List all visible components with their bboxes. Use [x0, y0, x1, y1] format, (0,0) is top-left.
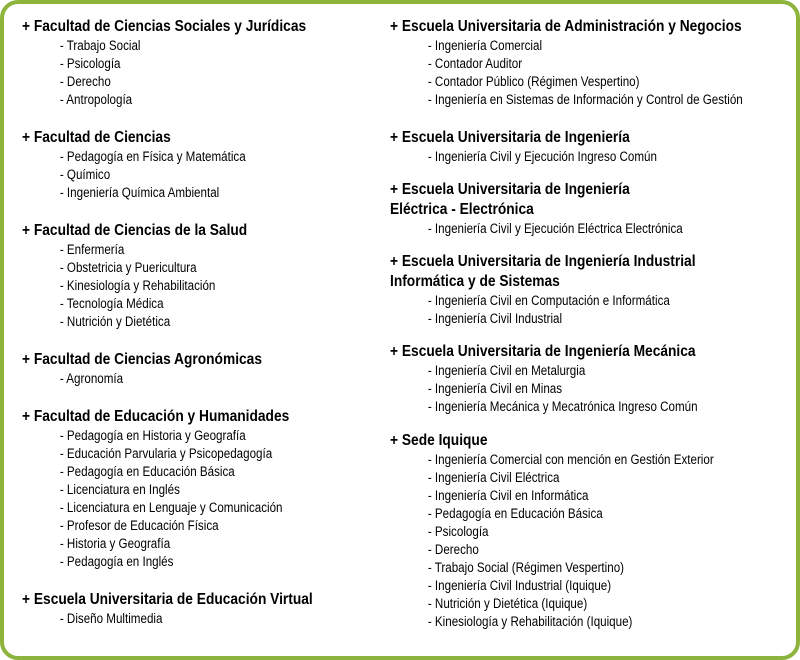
program-group: [22, 128, 366, 202]
program-item: - Ingeniería Civil y Ejecución Eléctrica Electrónica: [427, 221, 683, 236]
program-item: - Ingeniería Civil Industrial: [427, 311, 563, 326]
program-item: - Enfermería: [59, 242, 125, 257]
program-item: - Ingeniería Mecánica y Mecatrónica Ingreso Común: [427, 399, 698, 414]
program-item: - Ingeniería Civil y Ejecución Ingreso Común: [427, 149, 657, 164]
program-item: - Obstetricia y Puericultura: [59, 260, 197, 275]
group-title: + Facultad de Educación y Humanidades: [22, 408, 290, 425]
program-item: - Ingeniería Comercial con mención en Gestión Exterior: [427, 452, 714, 467]
program-list: [390, 37, 800, 109]
program-item: - Antropología: [59, 92, 133, 107]
program-list: [390, 148, 800, 166]
program-group: [22, 17, 366, 109]
program-group: [390, 431, 800, 631]
program-item: - Licenciatura en Lenguaje y Comunicación: [59, 500, 283, 515]
right-column: [390, 17, 800, 631]
group-title-line: Eléctrica - Electrónica: [390, 201, 534, 218]
group-title: + Escuela Universitaria de Ingeniería Mecánica: [390, 343, 696, 360]
program-list: [390, 362, 800, 416]
group-title: [390, 252, 800, 292]
program-group: [22, 407, 366, 571]
program-item: - Trabajo Social: [59, 38, 141, 53]
program-group: [390, 128, 800, 166]
group-title: + Escuela Universitaria de Educación Virtual: [22, 591, 313, 608]
group-title: + Facultad de Ciencias Agronómicas: [22, 351, 262, 368]
program-list: [390, 451, 800, 631]
program-group: [390, 180, 800, 238]
program-list: [390, 220, 800, 238]
program-item: - Diseño Multimedia: [59, 611, 163, 626]
program-item: - Psicología: [59, 56, 121, 71]
program-group: [22, 590, 366, 628]
group-title: + Facultad de Ciencias: [22, 129, 171, 146]
program-group: [390, 252, 800, 328]
program-item: - Ingeniería Química Ambiental: [59, 185, 220, 200]
program-item: - Pedagogía en Educación Básica: [59, 464, 235, 479]
program-item: - Profesor de Educación Física: [59, 518, 219, 533]
program-item: - Pedagogía en Inglés: [59, 554, 174, 569]
program-item: - Contador Público (Régimen Vespertino): [427, 74, 640, 89]
program-item: - Kinesiología y Rehabilitación (Iquique): [427, 614, 633, 629]
program-item: - Ingeniería Comercial: [427, 38, 543, 53]
group-title-line: + Escuela Universitaria de Ingeniería Industrial: [390, 253, 696, 270]
program-list: [390, 292, 800, 328]
program-item: - Ingeniería Civil en Informática: [427, 488, 589, 503]
program-item: - Derecho: [427, 542, 479, 557]
program-item: - Contador Auditor: [427, 56, 523, 71]
program-item: - Pedagogía en Física y Matemática: [59, 149, 246, 164]
program-item: - Psicología: [427, 524, 489, 539]
group-title: + Sede Iquique: [390, 432, 488, 449]
program-list: [22, 610, 366, 628]
group-title: [390, 180, 800, 220]
program-list: [22, 427, 366, 571]
program-item: - Trabajo Social (Régimen Vespertino): [427, 560, 625, 575]
program-item: - Derecho: [59, 74, 111, 89]
program-item: - Ingeniería Civil en Metalurgia: [427, 363, 586, 378]
group-title: + Escuela Universitaria de Ingeniería: [390, 129, 630, 146]
program-group: [22, 221, 366, 331]
program-item: - Ingeniería en Sistemas de Información y Control de Gestión: [427, 92, 743, 107]
left-column: [22, 17, 366, 628]
program-group: [390, 17, 800, 109]
program-item: - Químico: [59, 167, 111, 182]
program-list: [22, 241, 366, 331]
program-item: - Nutrición y Dietética: [59, 314, 171, 329]
program-item: - Educación Parvularia y Psicopedagogía: [59, 446, 273, 461]
program-list: [22, 148, 366, 202]
program-item: - Ingeniería Civil Industrial (Iquique): [427, 578, 612, 593]
group-title: + Facultad de Ciencias de la Salud: [22, 222, 248, 239]
program-item: - Agronomía: [59, 371, 124, 386]
program-item: - Ingeniería Civil en Minas: [427, 381, 563, 396]
program-item: - Kinesiología y Rehabilitación: [59, 278, 216, 293]
group-title-line: Informática y de Sistemas: [390, 273, 560, 290]
program-item: - Ingeniería Civil Eléctrica: [427, 470, 560, 485]
program-item: - Licenciatura en Inglés: [59, 482, 180, 497]
program-item: - Tecnología Médica: [59, 296, 164, 311]
program-item: - Pedagogía en Historia y Geografía: [59, 428, 246, 443]
program-item: - Nutrición y Dietética (Iquique): [427, 596, 588, 611]
program-item: - Historia y Geografía: [59, 536, 171, 551]
program-group: [390, 342, 800, 416]
group-title: + Escuela Universitaria de Administración y Negocios: [390, 18, 742, 35]
group-title: + Facultad de Ciencias Sociales y Jurídicas: [22, 18, 307, 35]
program-list: [22, 370, 366, 388]
group-title-line: + Escuela Universitaria de Ingeniería: [390, 181, 630, 198]
program-list: [22, 37, 366, 109]
program-item: - Ingeniería Civil en Computación e Informática: [427, 293, 670, 308]
program-item: - Pedagogía en Educación Básica: [427, 506, 603, 521]
program-group: [22, 350, 366, 388]
